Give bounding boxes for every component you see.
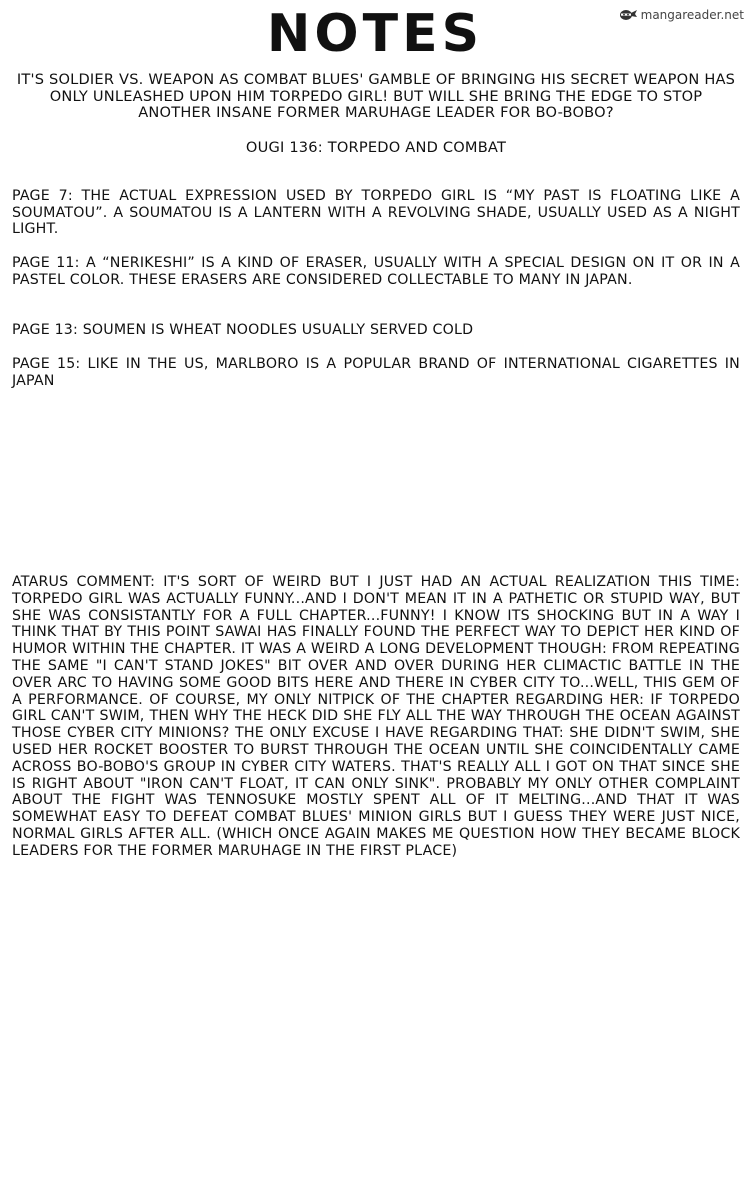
translator-comment: ATARUS COMMENT: IT'S SORT OF WEIRD BUT I JUST HAD AN ACTUAL REALIZATION THIS TIME: TORPEDO GIRL WAS ACTUALLY FUNNY...AND I DON'T MEAN IT IN A PATHETIC OR STUPID WAY, BUT SHE WAS CONSISTANTLY FOR A FULL CHAPTER...FUNNY! I KNOW ITS SHOCKING BUT IN A WAY I THINK THAT BY THIS POINT SAWAI HAS FINALLY FOUND THE PERFECT WAY TO DEPICT HER KIND OF HUMOR WITHIN THE CHAPTER. IT WAS A WEIRD A LONG DEVELOPMENT THOUGH: FROM REPEATING THE SAME "I CAN'T STAND JOKES" BIT OVER AND OVER DURING HER CLIMACTIC BATTLE IN THE OVER ARC TO HAVING SOME GOOD BITS HERE AND THERE IN CYBER CITY TO...WELL, THIS GEM OF A PERFORMANCE. OF COURSE, MY ONLY NITPICK OF THE CHAPTER REGARDING HER: IF TORPEDO GIRL CAN'T SWIM, THEN WHY THE HECK DID SHE FLY ALL THE WAY THROUGH THE OCEAN AGAINST THOSE CYBER CITY MINIONS? THE ONLY EXCUSE I HAVE REGARDING THAT: SHE DIDN'T SWIM, SHE USED HER ROCKET BOOSTER TO BURST THROUGH THE OCEAN UNTIL SHE COINCIDENTALLY CAME ACROSS BO-BOBO'S GROUP IN CYBER CITY WATERS. THAT'S REALLY ALL I GOT ON THAT SINCE SHE IS RIGHT ABOUT "IRON CAN'T FLOAT, IT CAN ONLY SINK". PROBABLY MY ONLY OTHER COMPLAINT ABOUT THE FIGHT WAS TENNOSUKE MOSTLY SPENT ALL OF IT MELTING...AND THAT IT WAS SOMEWHAT EASY TO DEFEAT COMBAT BLUES' MINION GIRLS BUT I GUESS THEY WERE JUST NICE, NORMAL GIRLS AFTER ALL. (WHICH ONCE AGAIN MAKES ME QUESTION HOW THEY BECAME BLOCK LEADERS FOR THE FORMER MARUHAGE IN THE FIRST PLACE) xyxy=(12,574,740,859)
translation-note: PAGE 13: SOUMEN IS WHEAT NOODLES USUALLY SERVED COLD xyxy=(12,322,474,338)
chapter-heading: OUGI 136: TORPEDO AND COMBAT xyxy=(245,139,507,156)
site-watermark xyxy=(618,8,744,22)
translation-note: PAGE 15: LIKE IN THE US, MARLBORO IS A POPULAR BRAND OF INTERNATIONAL CIGARETTES IN JAPAN xyxy=(12,356,740,389)
ninja-logo-icon xyxy=(618,8,638,22)
watermark-text: mangareader.net xyxy=(640,8,744,22)
page-title: NOTES xyxy=(266,4,484,64)
translation-note: PAGE 11: A “NERIKESHI” IS A KIND OF ERASER, USUALLY WITH A SPECIAL DESIGN ON IT OR IN A PASTEL COLOR. THESE ERASERS ARE CONSIDERED COLLECTABLE TO MANY IN JAPAN. xyxy=(12,255,740,288)
chapter-summary: IT'S SOLDIER VS. WEAPON AS COMBAT BLUES' GAMBLE OF BRINGING HIS SECRET WEAPON HAS ONLY UNLEASHED UPON HIM TORPEDO GIRL! BUT WILL SHE BRING THE EDGE TO STOP ANOTHER INSANE FORMER MARUHAGE LEADER FOR BO-BOBO? xyxy=(16,71,736,122)
translation-note: PAGE 7: THE ACTUAL EXPRESSION USED BY TORPEDO GIRL IS “MY PAST IS FLOATING LIKE A SOUMATOU”. A SOUMATOU IS A LANTERN WITH A REVOLVING SHADE, USUALLY USED AS A NIGHT LIGHT. xyxy=(12,188,740,238)
